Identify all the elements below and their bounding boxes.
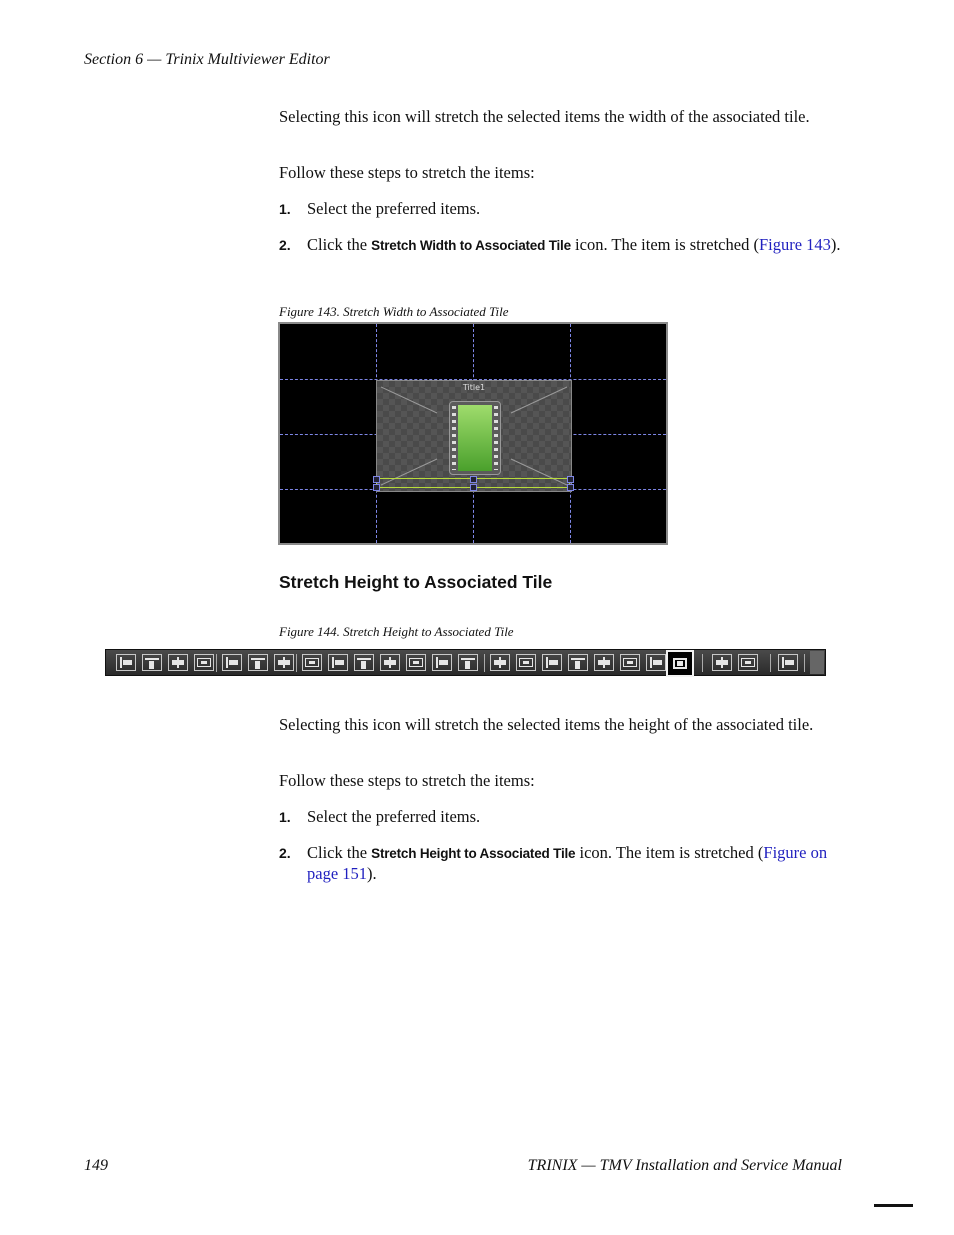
height-step-2: [279, 843, 844, 884]
align-bottom-icon[interactable]: [194, 654, 214, 671]
align-top-icon[interactable]: [142, 654, 162, 671]
step-text: [307, 235, 844, 256]
align-center-vertical-icon[interactable]: [248, 654, 268, 671]
stretch-bottom-icon[interactable]: [620, 654, 640, 671]
stretch-full-icon[interactable]: [542, 654, 562, 671]
footer-rule: [874, 1204, 913, 1207]
step-text: Select the preferred items.: [307, 807, 481, 826]
resize-handle[interactable]: [567, 476, 574, 483]
space-vertical-icon[interactable]: [380, 654, 400, 671]
resize-handle[interactable]: [373, 484, 380, 491]
figure-page-151-link[interactable]: Figure on page 151: [307, 843, 828, 883]
stretch-top-icon[interactable]: [594, 654, 614, 671]
distribute-vertical-icon[interactable]: [328, 654, 348, 671]
figure-144-caption: Figure 144. Stretch Height to Associated Tile: [279, 624, 514, 639]
send-back-icon[interactable]: [738, 654, 758, 671]
tile-label: Title1: [462, 383, 486, 392]
height-step-1: [279, 807, 844, 827]
step-number: 1.: [279, 809, 291, 825]
step-text-pre: Click the: [307, 235, 372, 254]
figure-143-link[interactable]: Figure 143: [758, 235, 831, 254]
width-intro-paragraph: Selecting this icon will stretch the selected items the width of the associated tile.: [279, 107, 810, 126]
step-text: [307, 843, 844, 884]
toolbar-separator: [702, 654, 703, 672]
step-number: 1.: [279, 201, 291, 217]
space-horizontal-icon[interactable]: [354, 654, 374, 671]
stretch-right-icon[interactable]: [516, 654, 536, 671]
stretch-width-to-tile-icon[interactable]: [646, 654, 666, 671]
overflow-chevron-icon[interactable]: [810, 651, 824, 674]
stretch-left-icon[interactable]: [490, 654, 510, 671]
resize-handle[interactable]: [470, 484, 477, 491]
bring-front-icon[interactable]: [712, 654, 732, 671]
center-in-tile-icon[interactable]: [274, 654, 294, 671]
ui-label-stretch-height: Stretch Height to Associated Tile: [371, 846, 576, 861]
toolbar-separator: [804, 654, 805, 672]
resize-handle[interactable]: [567, 484, 574, 491]
align-center-horizontal-icon[interactable]: [222, 654, 242, 671]
toolbar-separator: [770, 654, 771, 672]
same-height-icon[interactable]: [458, 654, 478, 671]
figure-143-caption: Figure 143. Stretch Width to Associated Tile: [279, 304, 509, 319]
manual-title: TRINIX — TMV Installation and Service Manual: [527, 1157, 842, 1174]
resize-handle[interactable]: [373, 476, 380, 483]
width-step-1: [279, 199, 844, 219]
ui-label-stretch-width: Stretch Width to Associated Tile: [371, 238, 571, 253]
stretch-height-to-tile-icon[interactable]: [666, 650, 694, 677]
step-text: Select the preferred items.: [307, 199, 481, 218]
section-heading-stretch-height: Stretch Height to Associated Tile: [279, 572, 553, 592]
toolbar-separator: [296, 654, 297, 672]
running-header: Section 6 — Trinix Multiviewer Editor: [84, 51, 330, 68]
step-text-end: ).: [830, 235, 841, 254]
step-text-post: icon. The item is stretched (: [575, 843, 764, 862]
page-number: 149: [84, 1157, 108, 1174]
step-text-post: icon. The item is stretched (: [570, 235, 759, 254]
group-icon[interactable]: [778, 654, 798, 671]
distribute-horizontal-icon[interactable]: [302, 654, 322, 671]
step-number: 2.: [279, 237, 291, 253]
alignment-toolbar: [105, 649, 826, 676]
same-width-icon[interactable]: [432, 654, 452, 671]
same-size-icon[interactable]: [406, 654, 426, 671]
width-follow-steps: Follow these steps to stretch the items:: [279, 163, 535, 182]
align-right-icon[interactable]: [168, 654, 188, 671]
align-left-icon[interactable]: [116, 654, 136, 671]
stretch-width-icon[interactable]: [568, 654, 588, 671]
toolbar-separator: [216, 654, 217, 672]
figure-143-canvas: [278, 322, 668, 545]
film-strip-icon: [449, 401, 501, 475]
toolbar-separator: [484, 654, 485, 672]
height-follow-steps: Follow these steps to stretch the items:: [279, 771, 535, 790]
resize-handle[interactable]: [470, 476, 477, 483]
step-text-pre: Click the: [307, 843, 372, 862]
step-text-end: ).: [367, 864, 377, 883]
height-intro-paragraph: Selecting this icon will stretch the selected items the height of the associated tile.: [279, 715, 814, 734]
step-number: 2.: [279, 845, 291, 861]
width-step-2: [279, 235, 844, 256]
